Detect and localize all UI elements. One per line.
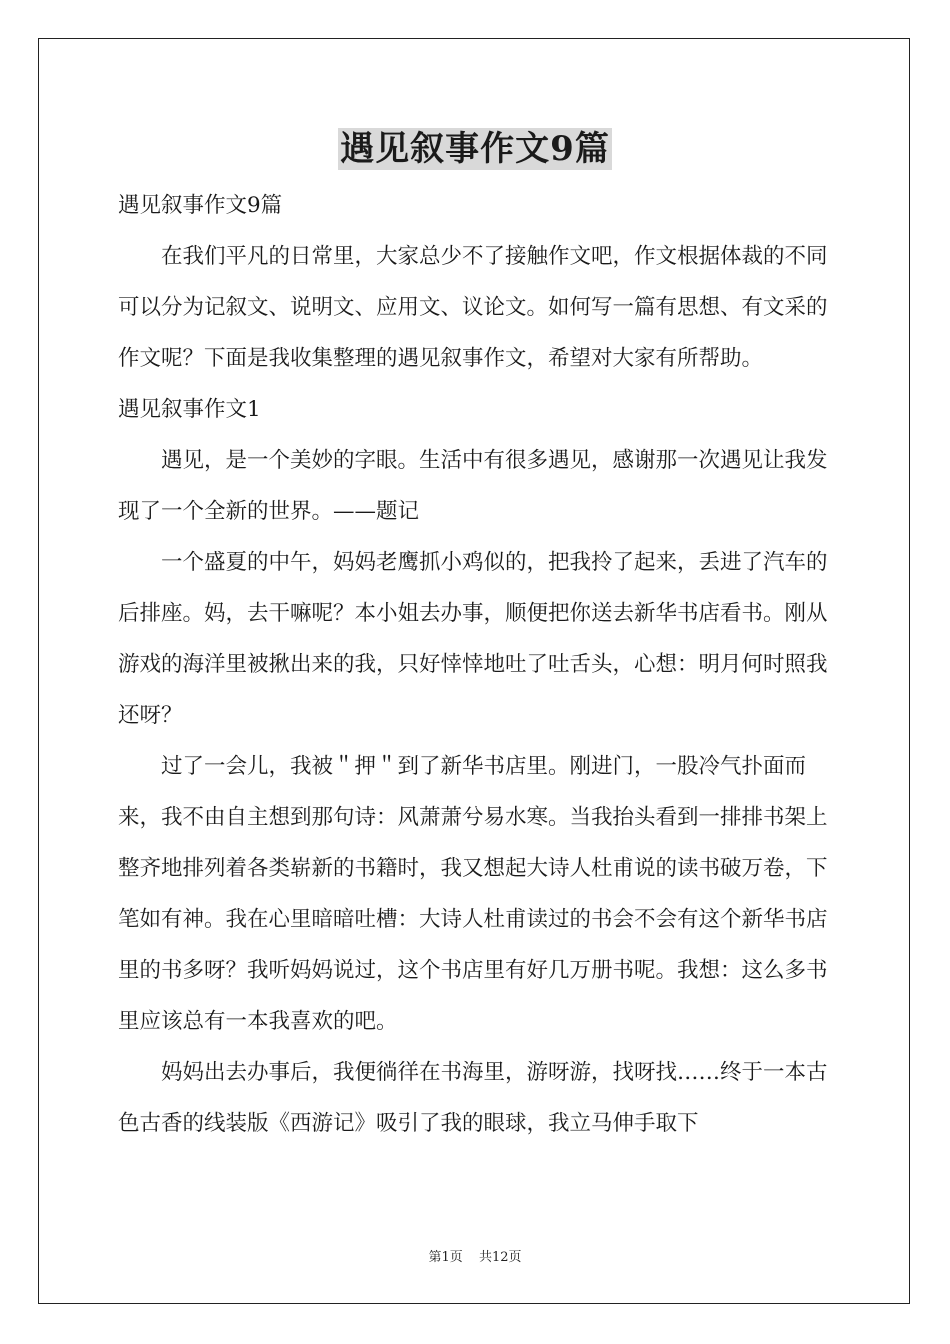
paragraph: 一个盛夏的中午，妈妈老鹰抓小鸡似的，把我拎了起来，丢进了汽车的后排座。妈，去干嘛呢？本小姐去办事，顺便把你送去新华书店看书。刚从游戏的海洋里被揪出来的我，只好悻悻地吐了吐舌头，心想：明月何时照我还呀？ (118, 550, 828, 728)
document-title: 遇见叙事作文9篇 (340, 129, 610, 169)
title-container (0, 128, 950, 170)
paragraph: 在我们平凡的日常里，大家总少不了接触作文吧，作文根据体裁的不同可以分为记叙文、说明文、应用文、议论文。如何写一篇有思想、有文采的作文呢？下面是我收集整理的遇见叙事作文，希望对大家有所帮助。 (118, 244, 828, 371)
paragraph: 过了一会儿，我被＂押＂到了新华书店里。刚进门，一股冷气扑面而来，我不由自主想到那句诗：风萧萧兮易水寒。当我抬头看到一排排书架上整齐地排列着各类崭新的书籍时，我又想起大诗人杜甫说的读书破万卷，下笔如有神。我在心里暗暗吐槽：大诗人杜甫读过的书会不会有这个新华书店里的书多呀？我听妈妈说过，这个书店里有好几万册书呢。我想：这么多书里应该总有一本我喜欢的吧。 (118, 754, 828, 1034)
document-body (118, 180, 834, 1149)
paragraph: 妈妈出去办事后，我便徜徉在书海里，游呀游，找呀找……终于一本古色古香的线装版《西游记》吸引了我的眼球，我立马伸手取下 (118, 1060, 828, 1136)
page-number: 第1页 (428, 1250, 463, 1265)
section-heading: 遇见叙事作文1 (118, 397, 261, 422)
paragraph-subtitle: 遇见叙事作文9篇 (118, 193, 283, 218)
page-footer (0, 1246, 950, 1265)
page-total: 共12页 (478, 1250, 522, 1265)
paragraph: 遇见，是一个美妙的字眼。生活中有很多遇见，感谢那一次遇见让我发现了一个全新的世界。——题记 (118, 448, 828, 524)
